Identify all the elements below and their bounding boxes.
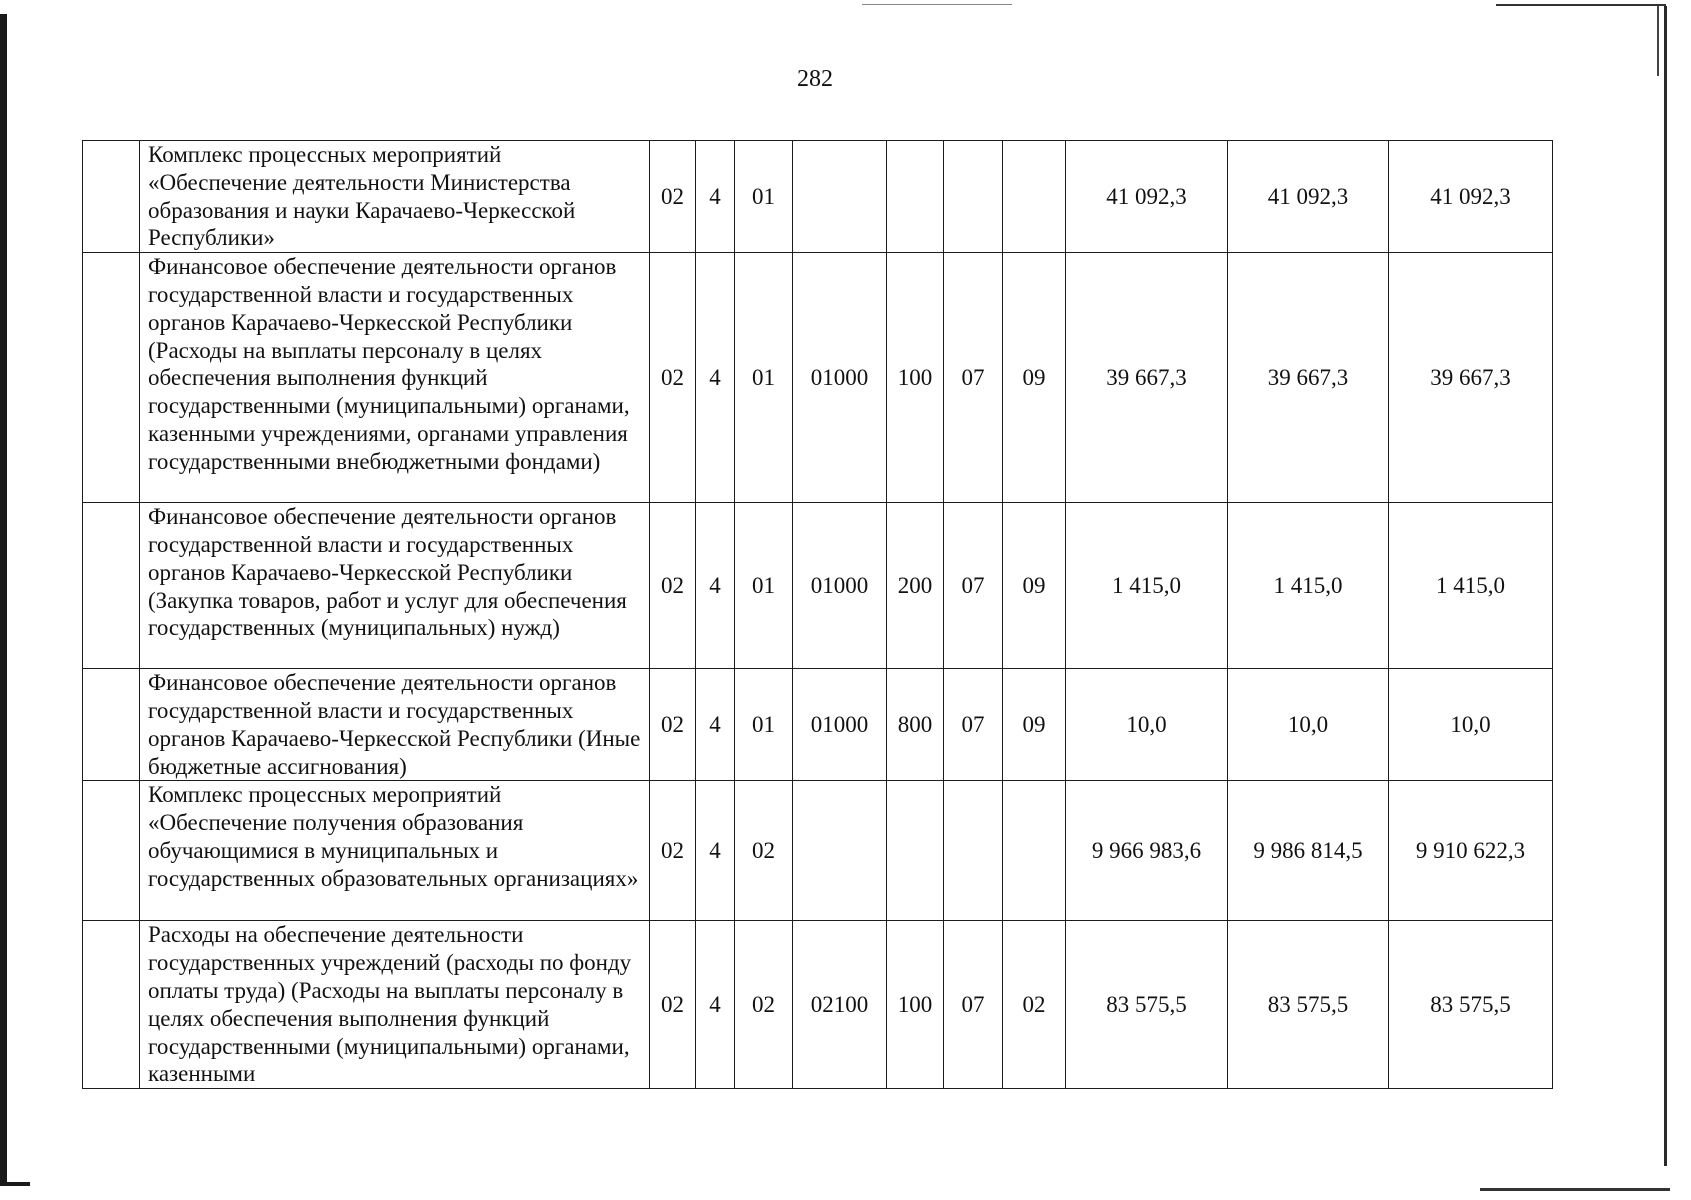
code-cell: 07 <box>944 921 1003 1089</box>
code-cell <box>793 781 887 921</box>
row-name-cell: Расходы на обеспечение деятельности государственных учреждений (расходы по фонду оплаты труда) (Расходы на выплаты персоналу в целях обеспечения выполнения функций государственными (муниципальными) органами, казенными <box>140 921 650 1089</box>
amount-cell: 9 966 983,6 <box>1066 781 1228 921</box>
amount-cell: 9 910 622,3 <box>1389 781 1553 921</box>
scan-edge-right <box>1664 6 1667 1166</box>
amount-cell: 83 575,5 <box>1389 921 1553 1089</box>
row-number-cell <box>83 921 140 1089</box>
table-row <box>83 253 1553 503</box>
code-cell <box>793 141 887 253</box>
scan-edge-left <box>0 14 7 1184</box>
amount-cell: 10,0 <box>1389 669 1553 781</box>
page-number: 282 <box>797 66 833 92</box>
code-cell: 4 <box>696 253 735 503</box>
code-cell: 02 <box>735 781 793 921</box>
code-cell: 07 <box>944 253 1003 503</box>
code-cell: 01000 <box>793 669 887 781</box>
code-cell: 100 <box>887 253 944 503</box>
amount-cell: 39 667,3 <box>1389 253 1553 503</box>
code-cell <box>944 141 1003 253</box>
code-cell: 02 <box>735 921 793 1089</box>
amount-cell: 9 986 814,5 <box>1228 781 1389 921</box>
code-cell: 02 <box>650 669 696 781</box>
code-cell: 02 <box>650 253 696 503</box>
code-cell: 07 <box>944 669 1003 781</box>
code-cell: 09 <box>1003 253 1066 503</box>
scan-top-faint <box>862 4 1012 5</box>
row-name-cell: Комплекс процессных мероприятий «Обеспечение деятельности Министерства образования и науки Карачаево-Черкесской Республики» <box>140 141 650 253</box>
code-cell: 02 <box>1003 921 1066 1089</box>
amount-cell: 10,0 <box>1228 669 1389 781</box>
scan-bottom-line <box>1480 1188 1670 1191</box>
row-name-cell: Финансовое обеспечение деятельности органов государственной власти и государственных органов Карачаево-Черкесской Республики (Закупка товаров, работ и услуг для обеспечения государственных (муниципальных) нужд) <box>140 503 650 669</box>
code-cell <box>944 781 1003 921</box>
code-cell: 02 <box>650 921 696 1089</box>
code-cell: 100 <box>887 921 944 1089</box>
amount-cell: 41 092,3 <box>1066 141 1228 253</box>
scan-edge-left-foot <box>0 1182 30 1186</box>
row-number-cell <box>83 669 140 781</box>
table-row <box>83 141 1553 253</box>
budget-table <box>82 140 1553 1089</box>
code-cell <box>1003 781 1066 921</box>
amount-cell: 41 092,3 <box>1389 141 1553 253</box>
code-cell: 4 <box>696 669 735 781</box>
code-cell: 4 <box>696 141 735 253</box>
row-number-cell <box>83 781 140 921</box>
code-cell <box>887 141 944 253</box>
table-row <box>83 921 1553 1089</box>
amount-cell: 39 667,3 <box>1066 253 1228 503</box>
code-cell <box>1003 141 1066 253</box>
code-cell: 01000 <box>793 253 887 503</box>
amount-cell: 1 415,0 <box>1389 503 1553 669</box>
code-cell: 02 <box>650 503 696 669</box>
amount-cell: 10,0 <box>1066 669 1228 781</box>
code-cell: 09 <box>1003 669 1066 781</box>
code-cell: 01000 <box>793 503 887 669</box>
code-cell: 200 <box>887 503 944 669</box>
code-cell: 02100 <box>793 921 887 1089</box>
row-name-cell: Финансовое обеспечение деятельности органов государственной власти и государственных органов Карачаево-Черкесской Республики (Расходы на выплаты персоналу в целях обеспечения выполнения функций государственными (муниципальными) органами, казенными учреждениями, органами управления государственными внебюджетными фондами) <box>140 253 650 503</box>
amount-cell: 41 092,3 <box>1228 141 1389 253</box>
row-number-cell <box>83 503 140 669</box>
amount-cell: 1 415,0 <box>1228 503 1389 669</box>
table-row <box>83 781 1553 921</box>
code-cell: 02 <box>650 141 696 253</box>
amount-cell: 39 667,3 <box>1228 253 1389 503</box>
scan-edge-right-inner <box>1657 6 1659 76</box>
scan-top-line <box>1496 4 1666 6</box>
row-number-cell <box>83 253 140 503</box>
code-cell: 01 <box>735 503 793 669</box>
code-cell: 02 <box>650 781 696 921</box>
code-cell: 800 <box>887 669 944 781</box>
code-cell: 01 <box>735 141 793 253</box>
code-cell: 01 <box>735 669 793 781</box>
code-cell: 4 <box>696 921 735 1089</box>
code-cell: 4 <box>696 503 735 669</box>
row-name-cell: Финансовое обеспечение деятельности органов государственной власти и государственных органов Карачаево-Черкесской Республики (Иные бюджетные ассигнования) <box>140 669 650 781</box>
row-name-cell: Комплекс процессных мероприятий «Обеспечение получения образования обучающимися в муниципальных и государственных образовательных организациях» <box>140 781 650 921</box>
amount-cell: 83 575,5 <box>1066 921 1228 1089</box>
table-row <box>83 503 1553 669</box>
code-cell: 07 <box>944 503 1003 669</box>
code-cell: 01 <box>735 253 793 503</box>
row-number-cell <box>83 141 140 253</box>
amount-cell: 83 575,5 <box>1228 921 1389 1089</box>
code-cell <box>887 781 944 921</box>
code-cell: 09 <box>1003 503 1066 669</box>
table-row <box>83 669 1553 781</box>
code-cell: 4 <box>696 781 735 921</box>
amount-cell: 1 415,0 <box>1066 503 1228 669</box>
